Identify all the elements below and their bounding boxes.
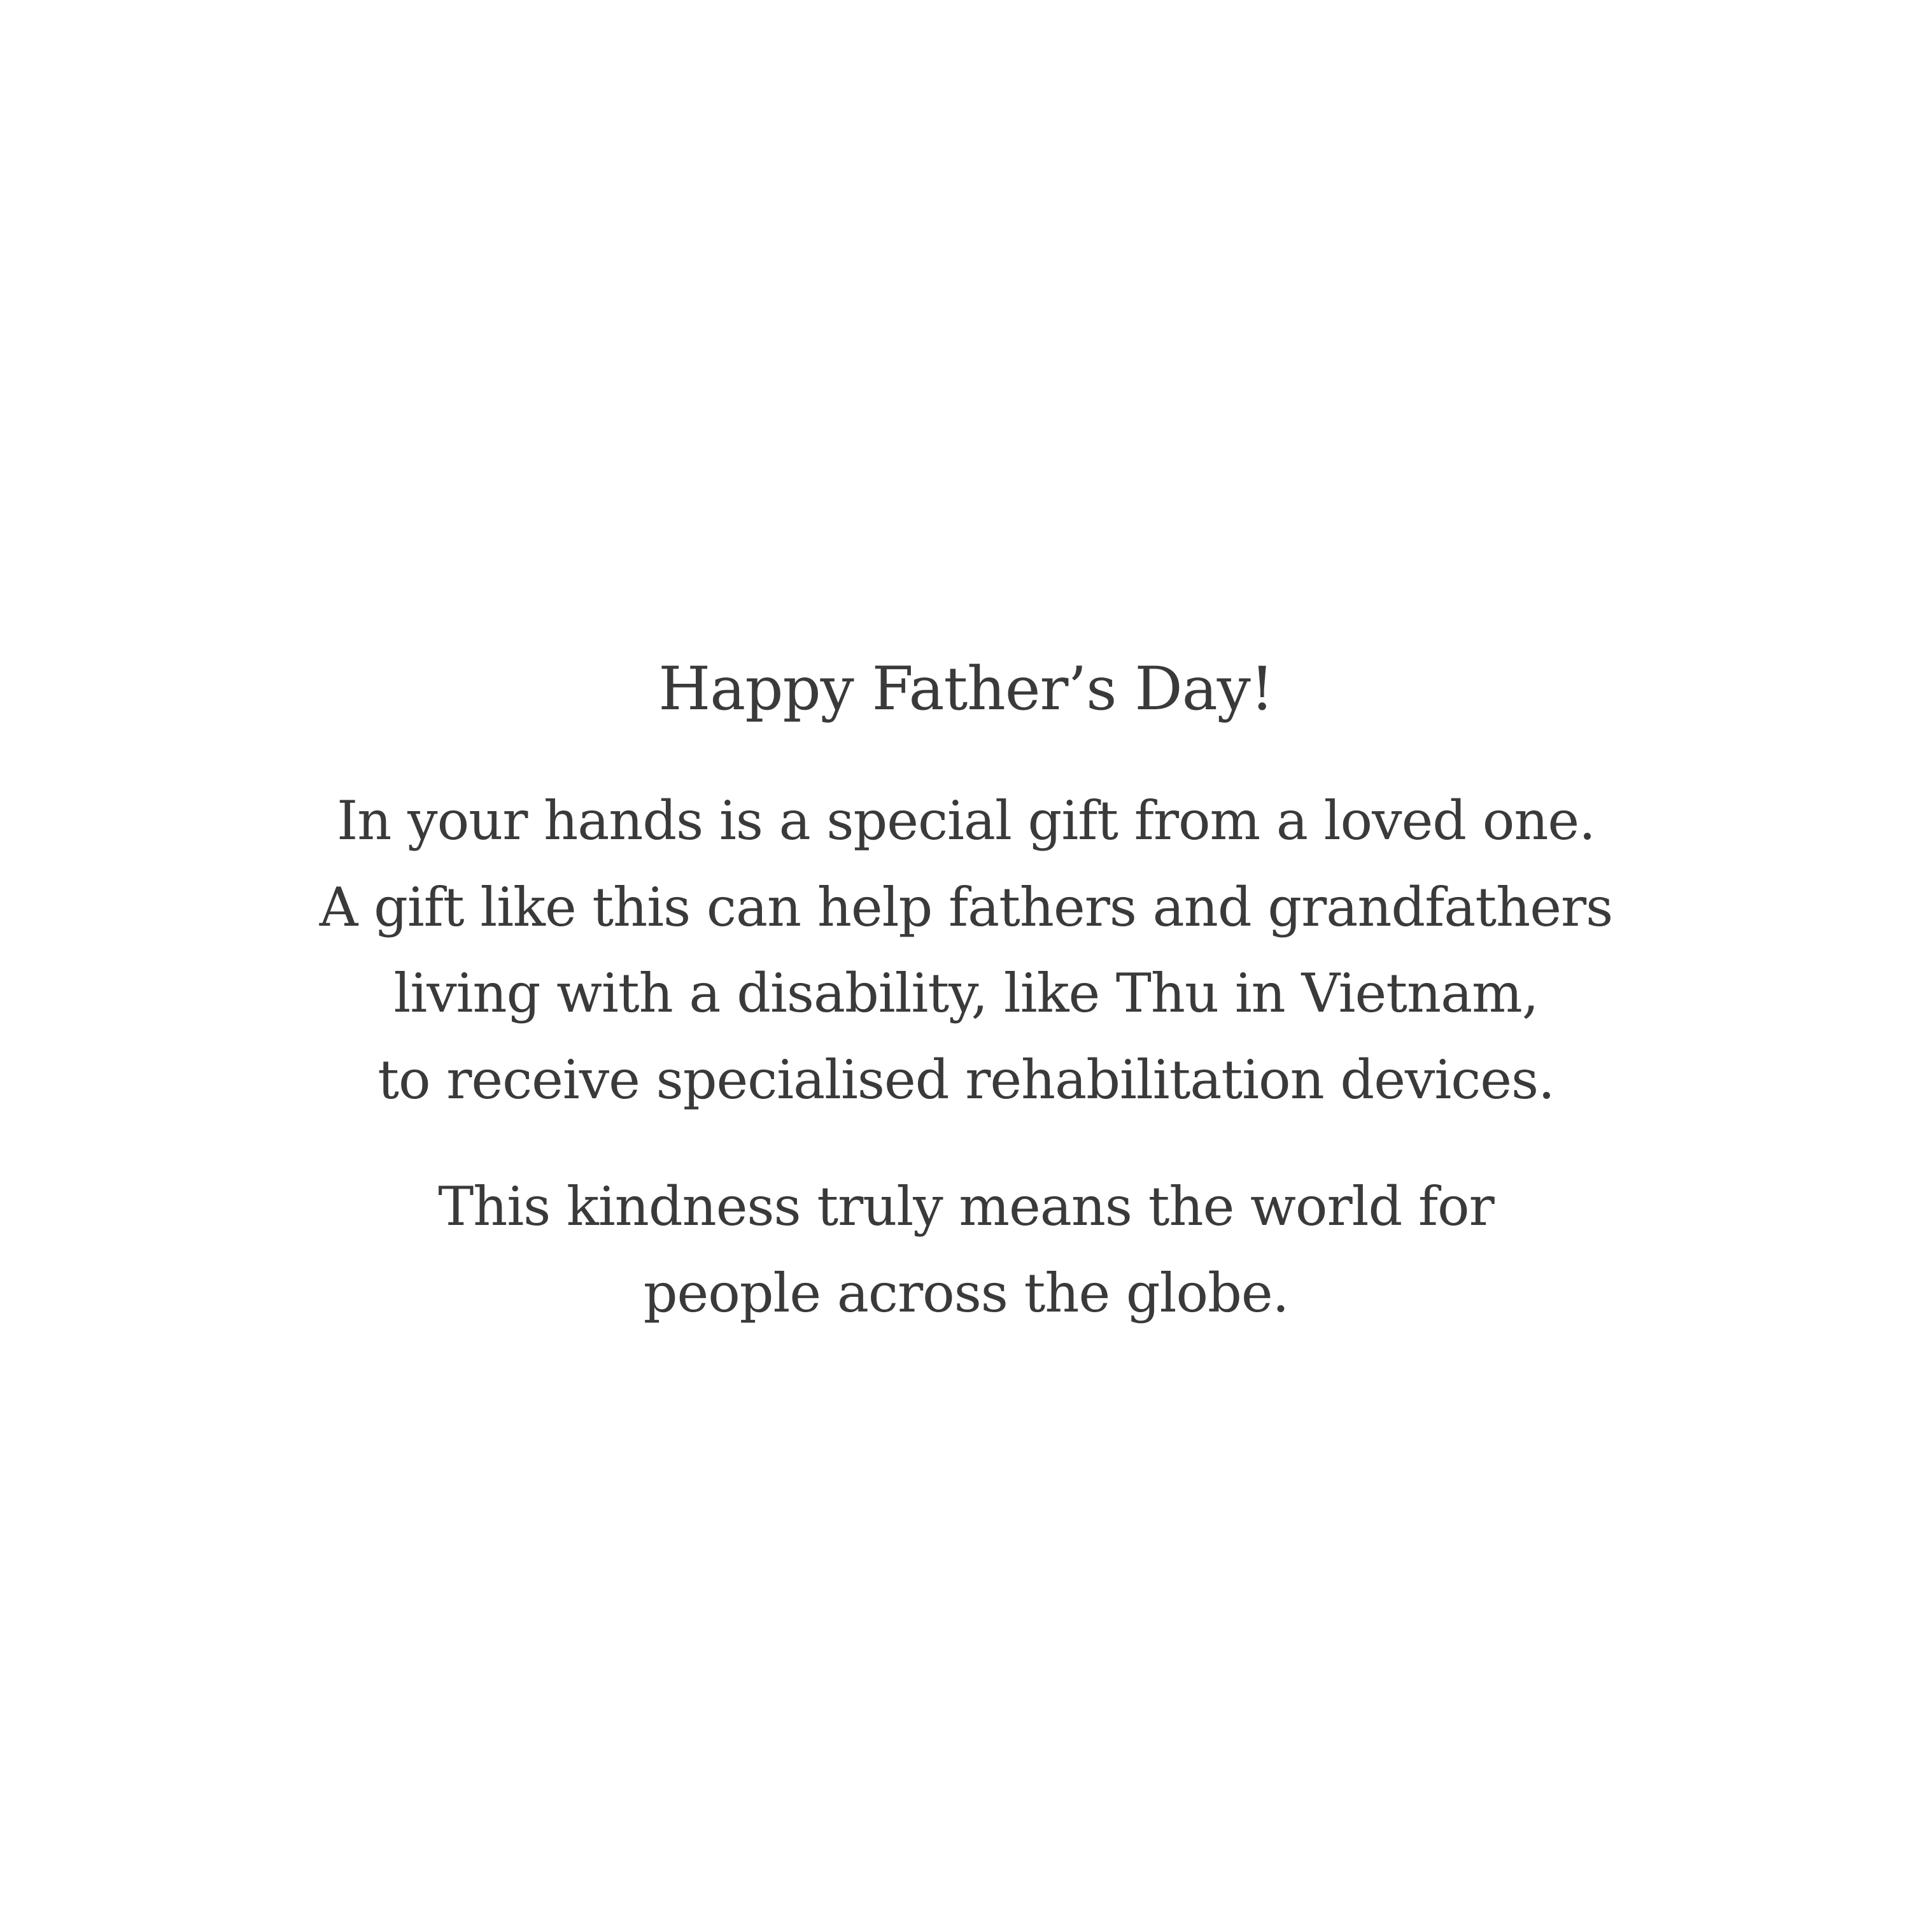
paragraph-intro-line: to receive specialised rehabilitation devices. [377, 1049, 1555, 1111]
paragraph-intro-line: living with a disability, like Thu in Vietnam, [393, 962, 1539, 1024]
paragraph-closing-line: people across the globe. [643, 1262, 1289, 1324]
card-heading: Happy Father’s Day! [658, 654, 1274, 724]
paragraph-intro-line: In your hands is a special gift from a loved one. [337, 789, 1595, 852]
paragraph-closing-line: This kindness truly means the world for [438, 1175, 1494, 1238]
paragraph-intro-line: A gift like this can help fathers and grandfathers [319, 876, 1613, 938]
